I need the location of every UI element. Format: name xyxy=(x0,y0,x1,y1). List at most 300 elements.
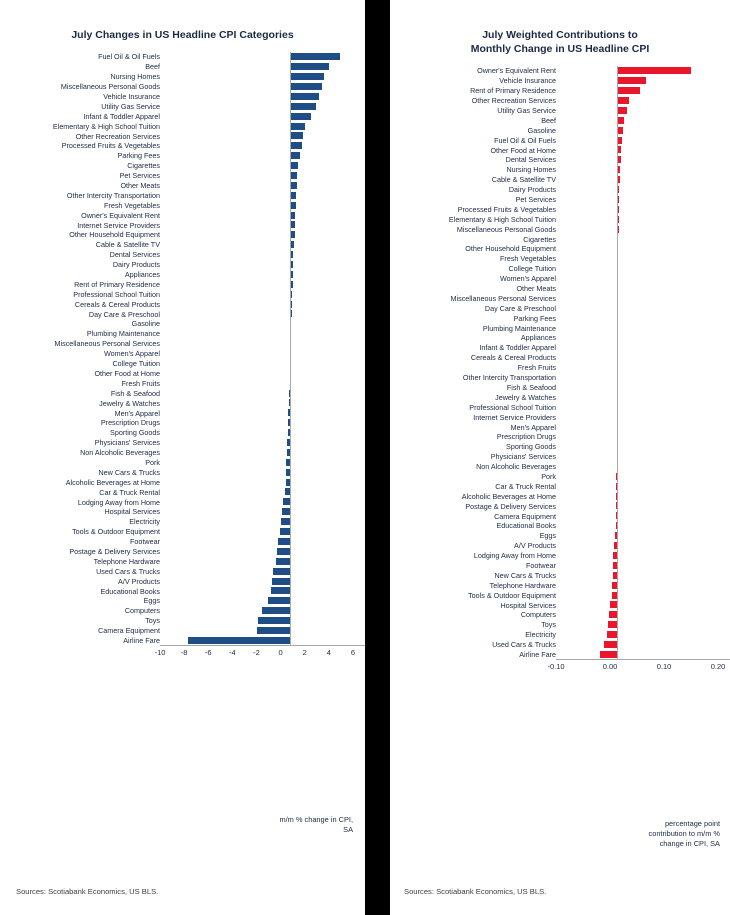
bar xyxy=(617,87,640,94)
zero-line xyxy=(290,477,291,487)
bar-track xyxy=(164,299,365,309)
zero-line xyxy=(617,383,618,393)
bar-track xyxy=(560,501,730,511)
zero-line xyxy=(617,462,618,472)
bar-track xyxy=(164,82,365,92)
zero-line xyxy=(617,640,618,650)
bar-track xyxy=(560,175,730,185)
category-label: Utility Gas Service xyxy=(101,101,160,111)
chart-bar-row xyxy=(390,363,730,373)
category-label: Lodging Away from Home xyxy=(473,551,556,561)
bar xyxy=(610,601,617,608)
zero-line xyxy=(617,343,618,353)
zero-line xyxy=(617,600,618,610)
category-label: Dental Services xyxy=(109,250,160,260)
zero-line xyxy=(290,438,291,448)
chart-bar-row xyxy=(0,458,365,468)
bar-track xyxy=(164,329,365,339)
bar-track xyxy=(164,62,365,72)
category-label: Computers xyxy=(520,610,556,620)
bar xyxy=(607,631,617,638)
zero-line xyxy=(290,566,291,576)
axis-tick-label: 0.10 xyxy=(656,662,672,672)
chart-bar-row xyxy=(0,556,365,566)
bar-track xyxy=(560,570,730,580)
bar-track xyxy=(560,185,730,195)
zero-line xyxy=(617,214,618,224)
category-label: Cigarettes xyxy=(523,234,556,244)
chart-bar-row xyxy=(0,448,365,458)
bar-track xyxy=(560,383,730,393)
bar xyxy=(280,528,290,535)
bar-track xyxy=(164,319,365,329)
category-label: Eggs xyxy=(539,531,556,541)
zero-line xyxy=(617,511,618,521)
category-label: Nursing Homes xyxy=(110,72,160,82)
bar-track xyxy=(560,125,730,135)
zero-line xyxy=(290,359,291,369)
left-chart-plot-area xyxy=(0,52,365,645)
chart-bar-row xyxy=(0,190,365,200)
bar-track xyxy=(560,521,730,531)
zero-line xyxy=(617,402,618,412)
bar-track xyxy=(560,541,730,551)
zero-line xyxy=(290,121,291,131)
bar-track xyxy=(164,388,365,398)
zero-line xyxy=(290,279,291,289)
chart-bar-row xyxy=(390,383,730,393)
category-label: Hospital Services xyxy=(104,507,160,517)
bar-track xyxy=(560,640,730,650)
chart-bar-row xyxy=(0,388,365,398)
chart-bar-row xyxy=(0,151,365,161)
bar-track xyxy=(164,576,365,586)
chart-bar-row xyxy=(0,378,365,388)
category-label: Internet Service Providers xyxy=(77,220,160,230)
zero-line xyxy=(290,349,291,359)
bar-track xyxy=(164,171,365,181)
category-label: Gasoline xyxy=(527,125,556,135)
zero-line xyxy=(617,96,618,106)
category-label: Owner's Equivalent Rent xyxy=(477,66,556,76)
chart-bar-row xyxy=(390,135,730,145)
category-label: New Cars & Trucks xyxy=(98,467,160,477)
bar xyxy=(290,73,324,80)
zero-line xyxy=(290,408,291,418)
bar-track xyxy=(560,76,730,86)
zero-line xyxy=(617,293,618,303)
bar-track xyxy=(164,349,365,359)
zero-line xyxy=(290,161,291,171)
bar-track xyxy=(164,566,365,576)
bar xyxy=(281,518,290,525)
category-label: Plumbing Maintenance xyxy=(482,323,556,333)
zero-line xyxy=(617,422,618,432)
bar-track xyxy=(560,66,730,76)
zero-line xyxy=(290,289,291,299)
bar-track xyxy=(560,561,730,571)
bar-track xyxy=(164,121,365,131)
zero-line xyxy=(290,497,291,507)
zero-line xyxy=(290,240,291,250)
zero-line xyxy=(617,76,618,86)
category-label: Telephone Hardware xyxy=(93,556,160,566)
bar-track xyxy=(164,527,365,537)
chart-bar-row xyxy=(390,432,730,442)
chart-bar-row xyxy=(390,284,730,294)
zero-line xyxy=(617,472,618,482)
category-label: Educational Books xyxy=(496,521,556,531)
zero-line xyxy=(617,561,618,571)
category-label: Other Intercity Transportation xyxy=(66,190,160,200)
chart-bar-row xyxy=(0,220,365,230)
bar-track xyxy=(164,92,365,102)
zero-line xyxy=(617,264,618,274)
chart-bar-row xyxy=(0,299,365,309)
chart-bar-row xyxy=(0,72,365,82)
bar-track xyxy=(560,313,730,323)
zero-line xyxy=(617,115,618,125)
category-label: Fish & Seafood xyxy=(110,388,160,398)
chart-bar-row xyxy=(390,402,730,412)
chart-bar-row xyxy=(390,96,730,106)
zero-line xyxy=(617,284,618,294)
zero-line xyxy=(290,458,291,468)
category-label: Non Alcoholic Beverages xyxy=(476,462,556,472)
category-label: Airline Fare xyxy=(123,635,160,645)
category-label: Cable & Satellite TV xyxy=(491,175,556,185)
bar-track xyxy=(164,250,365,260)
bar-track xyxy=(560,363,730,373)
bar-track xyxy=(164,606,365,616)
chart-bar-row xyxy=(390,481,730,491)
bar-track xyxy=(164,190,365,200)
chart-bar-row xyxy=(390,303,730,313)
category-label: Vehicle Insurance xyxy=(103,92,160,101)
zero-line xyxy=(290,418,291,428)
chart-bar-row xyxy=(390,234,730,244)
zero-line xyxy=(617,145,618,155)
category-label: Camera Equipment xyxy=(98,626,160,636)
bar-track xyxy=(164,220,365,230)
chart-bar-row xyxy=(0,279,365,289)
category-label: Day Care & Preschool xyxy=(88,309,160,319)
category-label: Utility Gas Service xyxy=(497,106,556,115)
chart-bar-row xyxy=(390,590,730,600)
bar-track xyxy=(164,111,365,121)
category-label: Other Food at Home xyxy=(490,145,556,155)
bar-track xyxy=(164,72,365,82)
left-chart-annotation: m/m % change in CPI, SA xyxy=(279,815,353,834)
zero-line xyxy=(290,299,291,309)
zero-line xyxy=(290,111,291,121)
category-label: College Tuition xyxy=(508,264,556,274)
chart-bar-row xyxy=(390,650,730,660)
bar-track xyxy=(560,224,730,234)
zero-line xyxy=(617,412,618,422)
bar xyxy=(278,538,289,545)
bar-track xyxy=(164,161,365,171)
chart-bar-row xyxy=(390,66,730,76)
zero-line xyxy=(290,596,291,606)
category-label: Rent of Primary Residence xyxy=(74,279,160,289)
zero-line xyxy=(290,339,291,349)
category-label: Dairy Products xyxy=(112,260,160,270)
axis-tick-label: 6 xyxy=(350,648,356,658)
bar-track xyxy=(560,165,730,175)
bar xyxy=(277,548,290,555)
bar-track xyxy=(164,359,365,369)
bar xyxy=(290,132,304,139)
zero-line xyxy=(617,531,618,541)
category-label: Camera Equipment xyxy=(494,511,556,521)
category-label: Other Recreation Services xyxy=(471,96,556,106)
bar-track xyxy=(164,279,365,289)
chart-bar-row xyxy=(0,398,365,408)
category-label: Tools & Outdoor Equipment xyxy=(468,590,556,600)
zero-line xyxy=(617,303,618,313)
chart-bar-row xyxy=(390,521,730,531)
bar-track xyxy=(164,339,365,349)
category-label: Fuel Oil & Oil Fuels xyxy=(494,135,556,145)
chart-bar-row xyxy=(390,274,730,284)
bar xyxy=(290,83,323,90)
chart-bar-row xyxy=(390,175,730,185)
zero-line xyxy=(290,626,291,636)
bar-track xyxy=(164,418,365,428)
chart-bar-row xyxy=(0,101,365,111)
chart-bar-row xyxy=(390,472,730,482)
zero-line xyxy=(617,234,618,244)
zero-line xyxy=(617,363,618,373)
bar-track xyxy=(560,115,730,125)
zero-line xyxy=(617,86,618,96)
zero-line xyxy=(617,590,618,600)
left-chart-source: Sources: Scotiabank Economics, US BLS. xyxy=(16,887,159,896)
zero-line xyxy=(290,200,291,210)
zero-line xyxy=(290,181,291,191)
bar-track xyxy=(560,462,730,472)
category-label: Non Alcoholic Beverages xyxy=(80,448,160,458)
bar-track xyxy=(560,551,730,561)
bar-track xyxy=(164,131,365,141)
zero-line xyxy=(617,392,618,402)
right-chart-title xyxy=(390,0,730,56)
zero-line xyxy=(290,101,291,111)
category-label: Postage & Delivery Services xyxy=(69,546,160,556)
chart-bar-row xyxy=(390,185,730,195)
zero-line xyxy=(290,527,291,537)
zero-line xyxy=(290,131,291,141)
zero-line xyxy=(290,220,291,230)
chart-bar-row xyxy=(0,240,365,250)
chart-bar-row xyxy=(0,586,365,596)
bar-track xyxy=(164,477,365,487)
chart-bar-row xyxy=(0,517,365,527)
chart-bar-row xyxy=(0,52,365,62)
chart-bar-row xyxy=(0,566,365,576)
left-chart-title: July Changes in US Headline CPI Categories xyxy=(71,29,294,41)
bar-track xyxy=(560,472,730,482)
bar-track xyxy=(560,452,730,462)
chart-bar-row xyxy=(0,359,365,369)
chart-bar-row xyxy=(390,125,730,135)
bar-track xyxy=(164,369,365,379)
chart-bar-row xyxy=(0,62,365,72)
bar xyxy=(290,182,298,189)
bar-track xyxy=(560,442,730,452)
chart-bar-row xyxy=(0,467,365,477)
zero-line xyxy=(617,195,618,205)
zero-line xyxy=(290,576,291,586)
bar-track xyxy=(560,353,730,363)
zero-line xyxy=(290,329,291,339)
zero-line xyxy=(617,501,618,511)
bar-track xyxy=(164,586,365,596)
zero-line xyxy=(617,481,618,491)
chart-bar-row xyxy=(0,111,365,121)
category-label: Miscellaneous Personal Goods xyxy=(456,224,556,234)
zero-line xyxy=(290,507,291,517)
category-label: Other Intercity Transportation xyxy=(462,373,556,383)
chart-bar-row xyxy=(390,422,730,432)
category-label: Infant & Toddler Apparel xyxy=(83,111,160,121)
bar-track xyxy=(164,200,365,210)
zero-line xyxy=(290,517,291,527)
right-chart-panel xyxy=(390,0,730,915)
zero-line xyxy=(290,92,291,102)
chart-bar-row xyxy=(0,537,365,547)
zero-line xyxy=(617,106,618,116)
zero-line xyxy=(290,141,291,151)
axis-tick-label: -6 xyxy=(204,648,212,658)
axis-tick-label: 4 xyxy=(326,648,331,658)
zero-line xyxy=(617,165,618,175)
chart-bar-row xyxy=(390,600,730,610)
bar xyxy=(617,107,627,114)
chart-bar-row xyxy=(0,260,365,270)
right-chart-title-line2: Monthly Change in US Headline CPI xyxy=(470,43,650,55)
chart-bar-row xyxy=(390,254,730,264)
bar xyxy=(609,611,616,618)
bar-track xyxy=(164,230,365,240)
category-label: Miscellaneous Personal Services xyxy=(54,339,160,349)
bar-track xyxy=(560,343,730,353)
chart-bar-row xyxy=(0,418,365,428)
chart-bar-row xyxy=(390,462,730,472)
bar-track xyxy=(560,580,730,590)
bar xyxy=(290,93,319,100)
category-label: Telephone Hardware xyxy=(489,580,556,590)
chart-bar-row xyxy=(0,547,365,557)
category-label: Other Recreation Services xyxy=(75,131,160,141)
bar-track xyxy=(560,145,730,155)
axis-line xyxy=(556,659,730,660)
zero-line xyxy=(617,274,618,284)
bar-track xyxy=(164,408,365,418)
bar xyxy=(604,641,616,648)
axis-tick-label: 2 xyxy=(302,648,307,658)
zero-line xyxy=(290,151,291,161)
zero-line xyxy=(290,62,291,72)
right-chart-title-line1: July Weighted Contributions to xyxy=(482,29,638,41)
category-label: Cereals & Cereal Products xyxy=(74,299,160,309)
chart-bar-row xyxy=(390,293,730,303)
bar-track xyxy=(560,511,730,521)
chart-bar-row xyxy=(0,477,365,487)
bar xyxy=(290,103,316,110)
bar-track xyxy=(560,96,730,106)
zero-line xyxy=(617,254,618,264)
chart-bar-row xyxy=(390,155,730,165)
bar-track xyxy=(560,650,730,660)
axis-tick-label: 0 xyxy=(278,648,283,658)
chart-bar-row xyxy=(0,626,365,636)
category-label: Plumbing Maintenance xyxy=(86,329,160,339)
chart-bar-row xyxy=(0,121,365,131)
bar-track xyxy=(164,458,365,468)
zero-line xyxy=(290,448,291,458)
bar-track xyxy=(560,630,730,640)
bar-track xyxy=(164,448,365,458)
zero-line xyxy=(617,373,618,383)
zero-line xyxy=(290,556,291,566)
category-label: Postage & Delivery Services xyxy=(465,501,556,511)
zero-line xyxy=(617,521,618,531)
left-chart-x-axis xyxy=(0,645,365,661)
chart-bar-row xyxy=(0,369,365,379)
chart-bar-row xyxy=(390,86,730,96)
chart-bar-row xyxy=(0,309,365,319)
bar xyxy=(273,568,289,575)
category-label: Women's Apparel xyxy=(104,349,160,359)
bar xyxy=(262,607,290,614)
category-label: Miscellaneous Personal Goods xyxy=(60,82,160,92)
bar-track xyxy=(164,398,365,408)
bar xyxy=(282,508,290,515)
chart-bar-row xyxy=(390,373,730,383)
zero-line xyxy=(290,270,291,280)
bar-track xyxy=(164,240,365,250)
zero-line xyxy=(290,319,291,329)
zero-line xyxy=(290,230,291,240)
chart-bar-row xyxy=(0,92,365,102)
chart-bar-row xyxy=(390,531,730,541)
category-label: Parking Fees xyxy=(513,313,556,323)
chart-bar-row xyxy=(0,487,365,497)
bar-track xyxy=(560,531,730,541)
bar-track xyxy=(560,610,730,620)
zero-line xyxy=(617,610,618,620)
bar xyxy=(290,63,329,70)
category-label: Nursing Homes xyxy=(506,165,556,175)
chart-bar-row xyxy=(390,224,730,234)
bar-track xyxy=(164,260,365,270)
bar-track xyxy=(164,378,365,388)
category-label: Other Household Equipment xyxy=(69,230,160,240)
category-label: Pork xyxy=(145,457,160,467)
chart-bar-row xyxy=(0,438,365,448)
chart-bar-row xyxy=(0,408,365,418)
chart-bar-row xyxy=(390,511,730,521)
category-label: Rent of Primary Residence xyxy=(470,86,556,96)
category-label: Jewelry & Watches xyxy=(99,398,160,408)
category-label: Elementary & High School Tuition xyxy=(52,121,160,131)
category-label: Car & Truck Rental xyxy=(495,481,556,491)
zero-line xyxy=(617,432,618,442)
category-label: Hospital Services xyxy=(500,600,556,610)
chart-bar-row xyxy=(390,323,730,333)
